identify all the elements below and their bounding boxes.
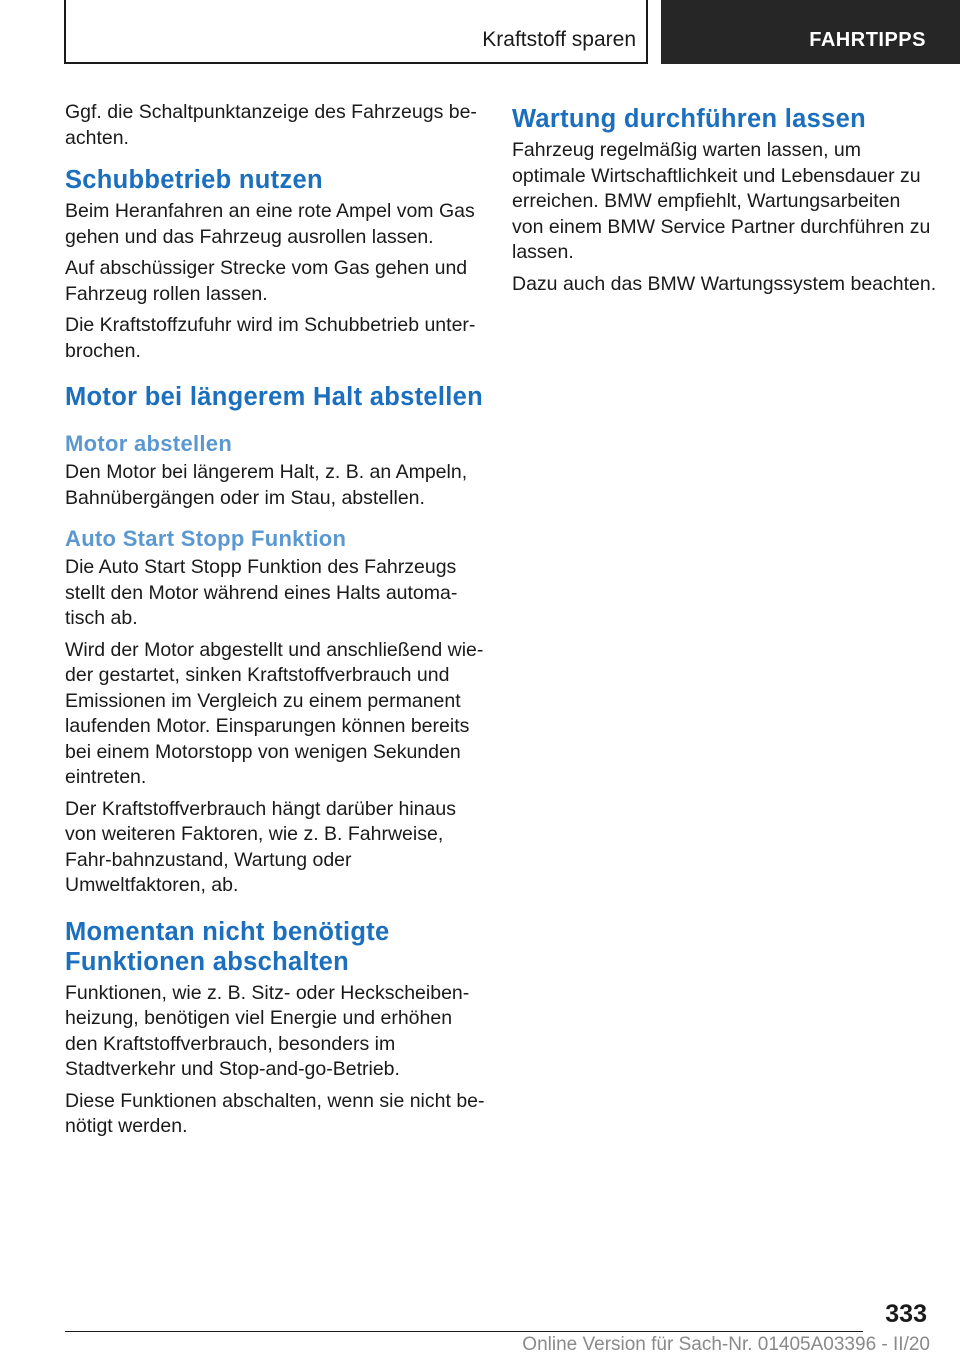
left-column	[65, 100, 485, 1146]
footer-version-text: Online Version für Sach-Nr. 01405A03396 - II/20	[522, 1334, 930, 1355]
page-number: 333	[885, 1300, 927, 1328]
heading-wartung: Wartung durchführen lassen	[512, 105, 866, 133]
paragraph: Auf abschüssiger Strecke vom Gas gehen und Fahrzeug rollen lassen.	[65, 257, 468, 305]
intro-paragraph: Ggf. die Schaltpunktanzeige des Fahrzeugs be-achten.	[65, 101, 477, 149]
footer-divider	[65, 1331, 863, 1332]
page-header	[0, 0, 960, 66]
paragraph: Die Auto Start Stopp Funktion des Fahrzeugs stellt den Motor während eines Halts automa-tisch ab.	[65, 556, 458, 629]
paragraph: Diese Funktionen abschalten, wenn sie nicht be-nötigt werden.	[65, 1089, 485, 1137]
section-title: Kraftstoff sparen	[482, 28, 636, 51]
right-column	[512, 100, 937, 303]
paragraph: Beim Heranfahren an eine rote Ampel vom Gas gehen und das Fahrzeug ausrollen lassen.	[65, 200, 475, 248]
paragraph: Die Kraftstoffzufuhr wird im Schubbetrieb unter-brochen.	[65, 314, 476, 362]
paragraph: Fahrzeug regelmäßig warten lassen, um optimale Wirtschaftlichkeit und Lebensdauer zu erreichen. BMW empfiehlt, Wartungsarbeiten von einem BMW Service Partner durchführen zu lassen.	[512, 139, 931, 263]
paragraph: Den Motor bei längerem Halt, z. B. an Ampeln, Bahnübergängen oder im Stau, abstellen.	[65, 461, 468, 509]
heading-motor-halt: Motor bei längerem Halt abstellen	[65, 383, 483, 411]
paragraph: Wird der Motor abgestellt und anschließend wie-der gestartet, sinken Kraftstoffverbrauch und Emissionen im Vergleich zu einem permanent laufenden Motor. Einsparungen können bereits bei einem Motorstopp von wenigen Sekunden eintreten.	[65, 638, 484, 788]
paragraph: Funktionen, wie z. B. Sitz- oder Heckscheiben-heizung, benötigen viel Energie und erhöhen den Kraftstoffverbrauch, besonders im Stadtverkehr und Stop-and-go-Betrieb.	[65, 981, 470, 1080]
subheading-motor-abstellen: Motor abstellen	[65, 431, 233, 456]
paragraph: Der Kraftstoffverbrauch hängt darüber hinaus von weiteren Faktoren, wie z. B. Fahrweise, Fahr-bahnzustand, Wartung oder Umweltfaktoren, ab.	[65, 797, 456, 896]
heading-funktionen-abschalten: Momentan nicht benötigte Funktionen abschalten	[65, 917, 390, 976]
paragraph: Dazu auch das BMW Wartungssystem beachten.	[512, 272, 937, 295]
heading-schubbetrieb: Schubbetrieb nutzen	[65, 166, 323, 194]
chapter-tab: FAHRTIPPS	[661, 0, 960, 64]
subheading-auto-start-stopp: Auto Start Stopp Funktion	[65, 526, 347, 551]
